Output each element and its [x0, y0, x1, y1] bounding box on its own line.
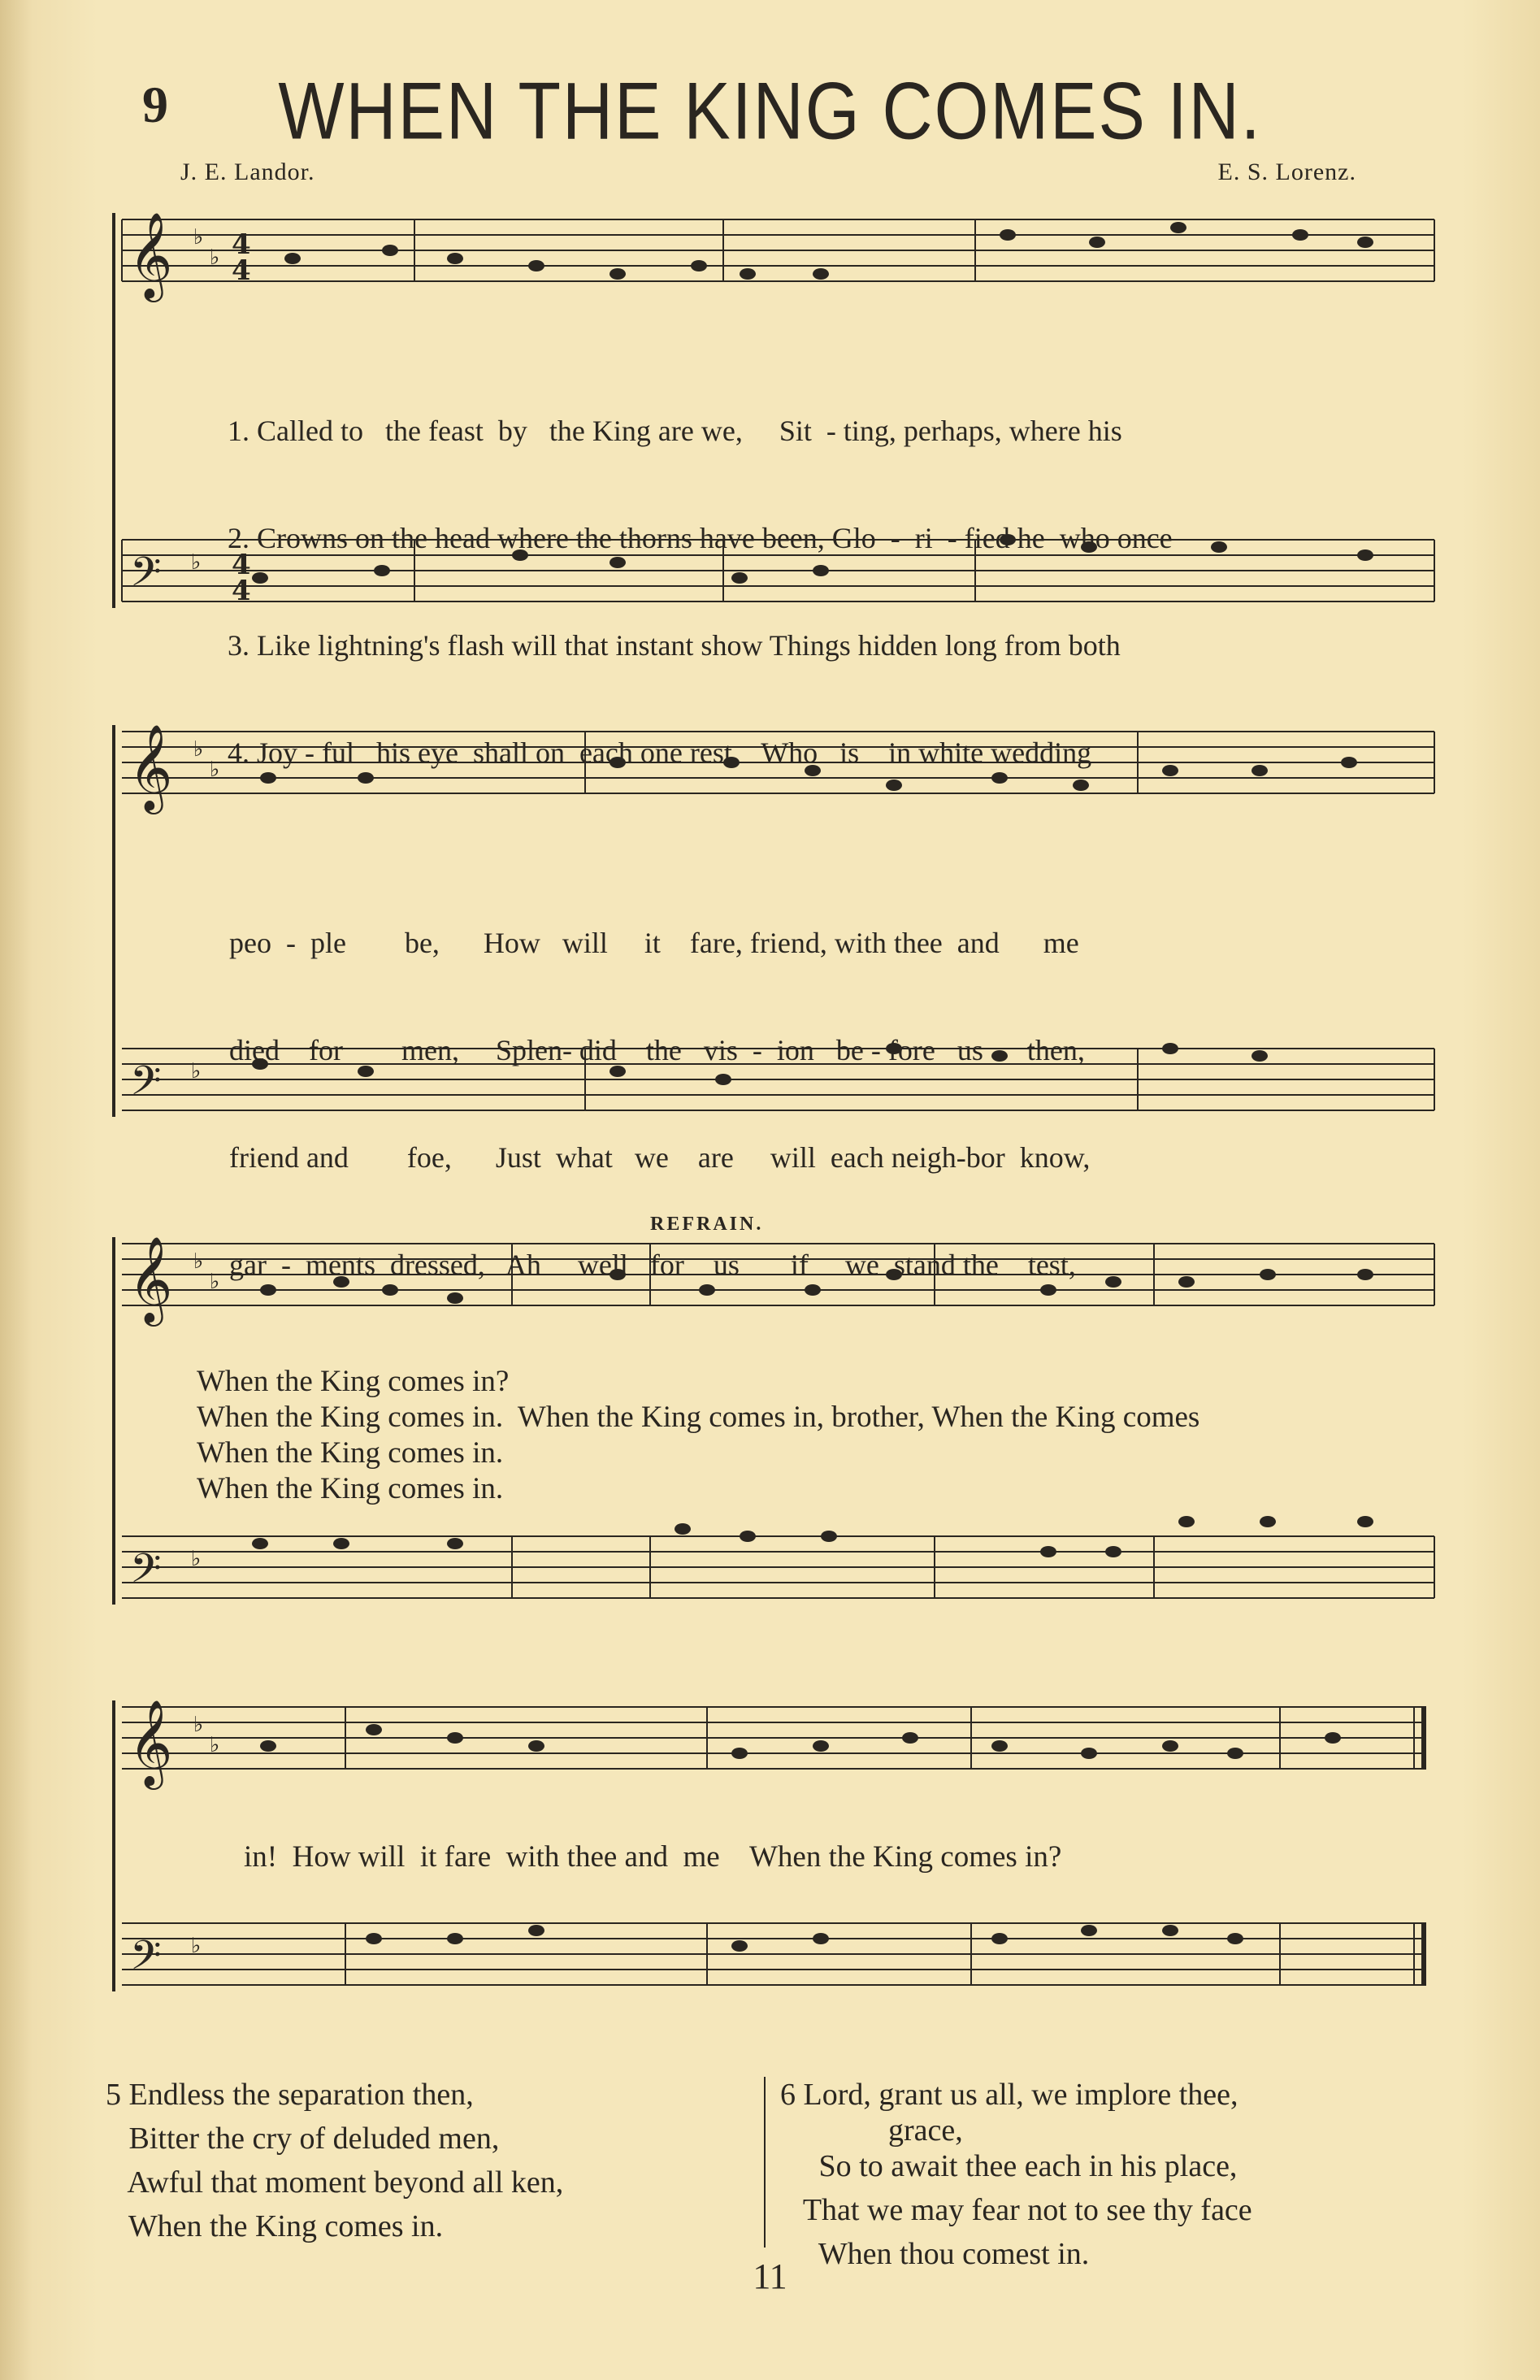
lyric-line: friend and foe, Just what we are will each neigh-bor know,: [229, 1141, 1091, 1174]
page-number: 11: [753, 2256, 787, 2296]
lyric-line: gar - ments dressed, Ah well for us if we stand the test,: [229, 1249, 1076, 1281]
stanza-line: 6 Lord, grant us all, we implore thee,: [780, 2078, 1239, 2112]
stanza-line: That we may fear not to see thy face: [780, 2193, 1252, 2227]
svg-text:♭: ♭: [210, 1270, 220, 1294]
svg-text:4: 4: [232, 254, 251, 287]
stanza-line: Bitter the cry of deluded men,: [106, 2122, 500, 2156]
svg-text:4: 4: [232, 228, 251, 261]
stanza-5: [106, 2073, 563, 2248]
svg-text:♭: ♭: [193, 1713, 204, 1737]
lyric-line: died for men, Splen- did the vis - ion be - fore us then,: [229, 1034, 1085, 1066]
lyric-line: 2. Crowns on the head where the thorns have been, Glo - ri - fied he who once: [228, 522, 1173, 554]
svg-text:4: 4: [232, 575, 251, 607]
system-1-treble-staff: [122, 219, 1434, 281]
stanza-line: When the King comes in.: [106, 2209, 444, 2243]
svg-text:♭: ♭: [193, 1249, 204, 1274]
svg-text:♭: ♭: [191, 1059, 202, 1084]
svg-text:𝄞: 𝄞: [128, 723, 173, 810]
svg-text:𝄞: 𝄞: [128, 211, 173, 298]
refrain-label: REFRAIN.: [650, 1214, 764, 1235]
stanza-line: 5 Endless the separation then,: [106, 2078, 474, 2112]
svg-text:♭: ♭: [193, 737, 204, 762]
composer-credit: E. S. Lorenz.: [1217, 159, 1356, 185]
svg-text:♭: ♭: [191, 550, 202, 575]
hymn-number: 9: [142, 76, 168, 133]
lyric-line: peo - ple be, How will it fare, friend, with thee and me: [229, 927, 1079, 959]
svg-text:𝄢: 𝄢: [130, 1545, 162, 1602]
svg-text:𝄞: 𝄞: [128, 1699, 173, 1786]
svg-text:♭: ♭: [210, 758, 220, 782]
svg-text:♭: ♭: [193, 225, 204, 250]
lyric-line: 1. Called to the feast by the King are we, Sit - ting, perhaps, where his: [228, 415, 1122, 447]
stanza-line: grace,: [780, 2113, 963, 2148]
verse-lyrics-system-1: [228, 341, 1173, 842]
system-3-bass-staff: [122, 1536, 1434, 1598]
lyric-line: When the King comes in.: [197, 1436, 504, 1470]
svg-text:4: 4: [232, 549, 251, 581]
lyric-line: When the King comes in?: [197, 1365, 510, 1398]
system-4-treble-staff: [122, 1707, 1426, 1769]
lyric-line: 4. Joy - ful his eye shall on each one rest Who is in white wedding: [228, 736, 1092, 769]
svg-text:𝄢: 𝄢: [130, 1932, 162, 1989]
svg-text:♭: ♭: [210, 245, 220, 270]
final-lyric-line: in! How will it fare with thee and me When the King comes in?: [244, 1840, 1062, 1874]
stanza-6: [780, 2073, 1252, 2276]
svg-text:𝄢: 𝄢: [130, 549, 162, 606]
stanza-line: So to await thee each in his place,: [780, 2149, 1238, 2183]
stanza-line: Awful that moment beyond all ken,: [106, 2165, 564, 2200]
stanza-line: When thou comest in.: [780, 2237, 1090, 2271]
lyric-line: When the King comes in.: [197, 1472, 504, 1505]
stanza-divider: [764, 2077, 766, 2248]
hymn-title: WHEN THE KING COMES IN.: [278, 66, 1262, 157]
verse-lyrics-system-2: [229, 853, 1090, 1354]
svg-text:♭: ♭: [210, 1733, 220, 1757]
svg-text:𝄢: 𝄢: [130, 1058, 162, 1114]
svg-text:♭: ♭: [191, 1934, 202, 1958]
svg-text:𝄞: 𝄞: [128, 1236, 173, 1322]
author-credit: J. E. Landor.: [180, 159, 315, 185]
lyric-line: 3. Like lightning's flash will that instant show Things hidden long from both: [228, 629, 1121, 662]
refrain-lyrics: [197, 1364, 1199, 1507]
lyric-line: When the King comes in. When the King comes in, brother, When the King comes: [197, 1401, 1200, 1434]
svg-text:♭: ♭: [191, 1547, 202, 1571]
system-4-bass-staff: [122, 1923, 1426, 1985]
